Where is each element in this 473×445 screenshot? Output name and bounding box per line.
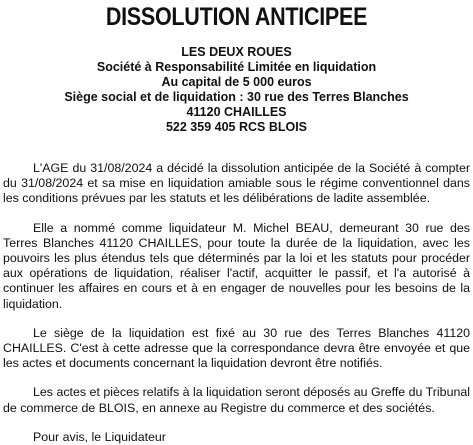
company-registration: 522 359 405 RCS BLOIS (165, 120, 308, 134)
notice-body (3, 161, 470, 445)
company-registered-seat: Siège social et de liquidation : 30 rue des Terres Blanches (64, 90, 409, 104)
company-legal-form: Société à Responsabilité Limitée en liquidation (96, 60, 377, 74)
notice-title: DISSOLUTION ANTICIPEE (105, 3, 368, 31)
signoff: Pour avis, le Liquidateur (33, 429, 166, 444)
company-name: LES DEUX ROUES (181, 45, 292, 59)
company-header (3, 45, 470, 135)
paragraph-filing: Les actes et pièces relatifs à la liquidation seront déposés au Greffe du Tribunal de commerce de BLOIS, en annexe au Registre du commerce et des sociétés. (3, 385, 470, 415)
paragraph-liquidator: Elle a nommé comme liquidateur M. Michel BEAU, demeurant 30 rue des Terres Blanches 41120 CHAILLES, pour toute la durée de la liquidation, avec les pouvoirs les plus étendus tels que déterminés par la loi et les statuts pour procéder aux opérations de liquidation, réaliser l'actif, acquitter le passif, et l'a autorisé à continuer les affaires en cours et à en engager de nouvelles pour les besoins de la liquidation. (3, 220, 470, 311)
company-city: 41120 CHAILLES (186, 105, 287, 119)
company-capital: Au capital de 5 000 euros (161, 75, 312, 89)
paragraph-dissolution: L'AGE du 31/08/2024 a décidé la dissolution anticipée de la Société à compter du 31/08/2024 et sa mise en liquidation amiable sous le régime conventionnel dans les conditions prévues par les statuts et les délibérations de ladite assemblée. (3, 161, 470, 206)
paragraph-liquidation-seat: Le siège de la liquidation est fixé au 30 rue des Terres Blanches 41120 CHAILLES. C'est à cette adresse que la correspondance devra être envoyée et que les actes et documents concernant la liquidation devront être notifiés. (3, 325, 470, 371)
